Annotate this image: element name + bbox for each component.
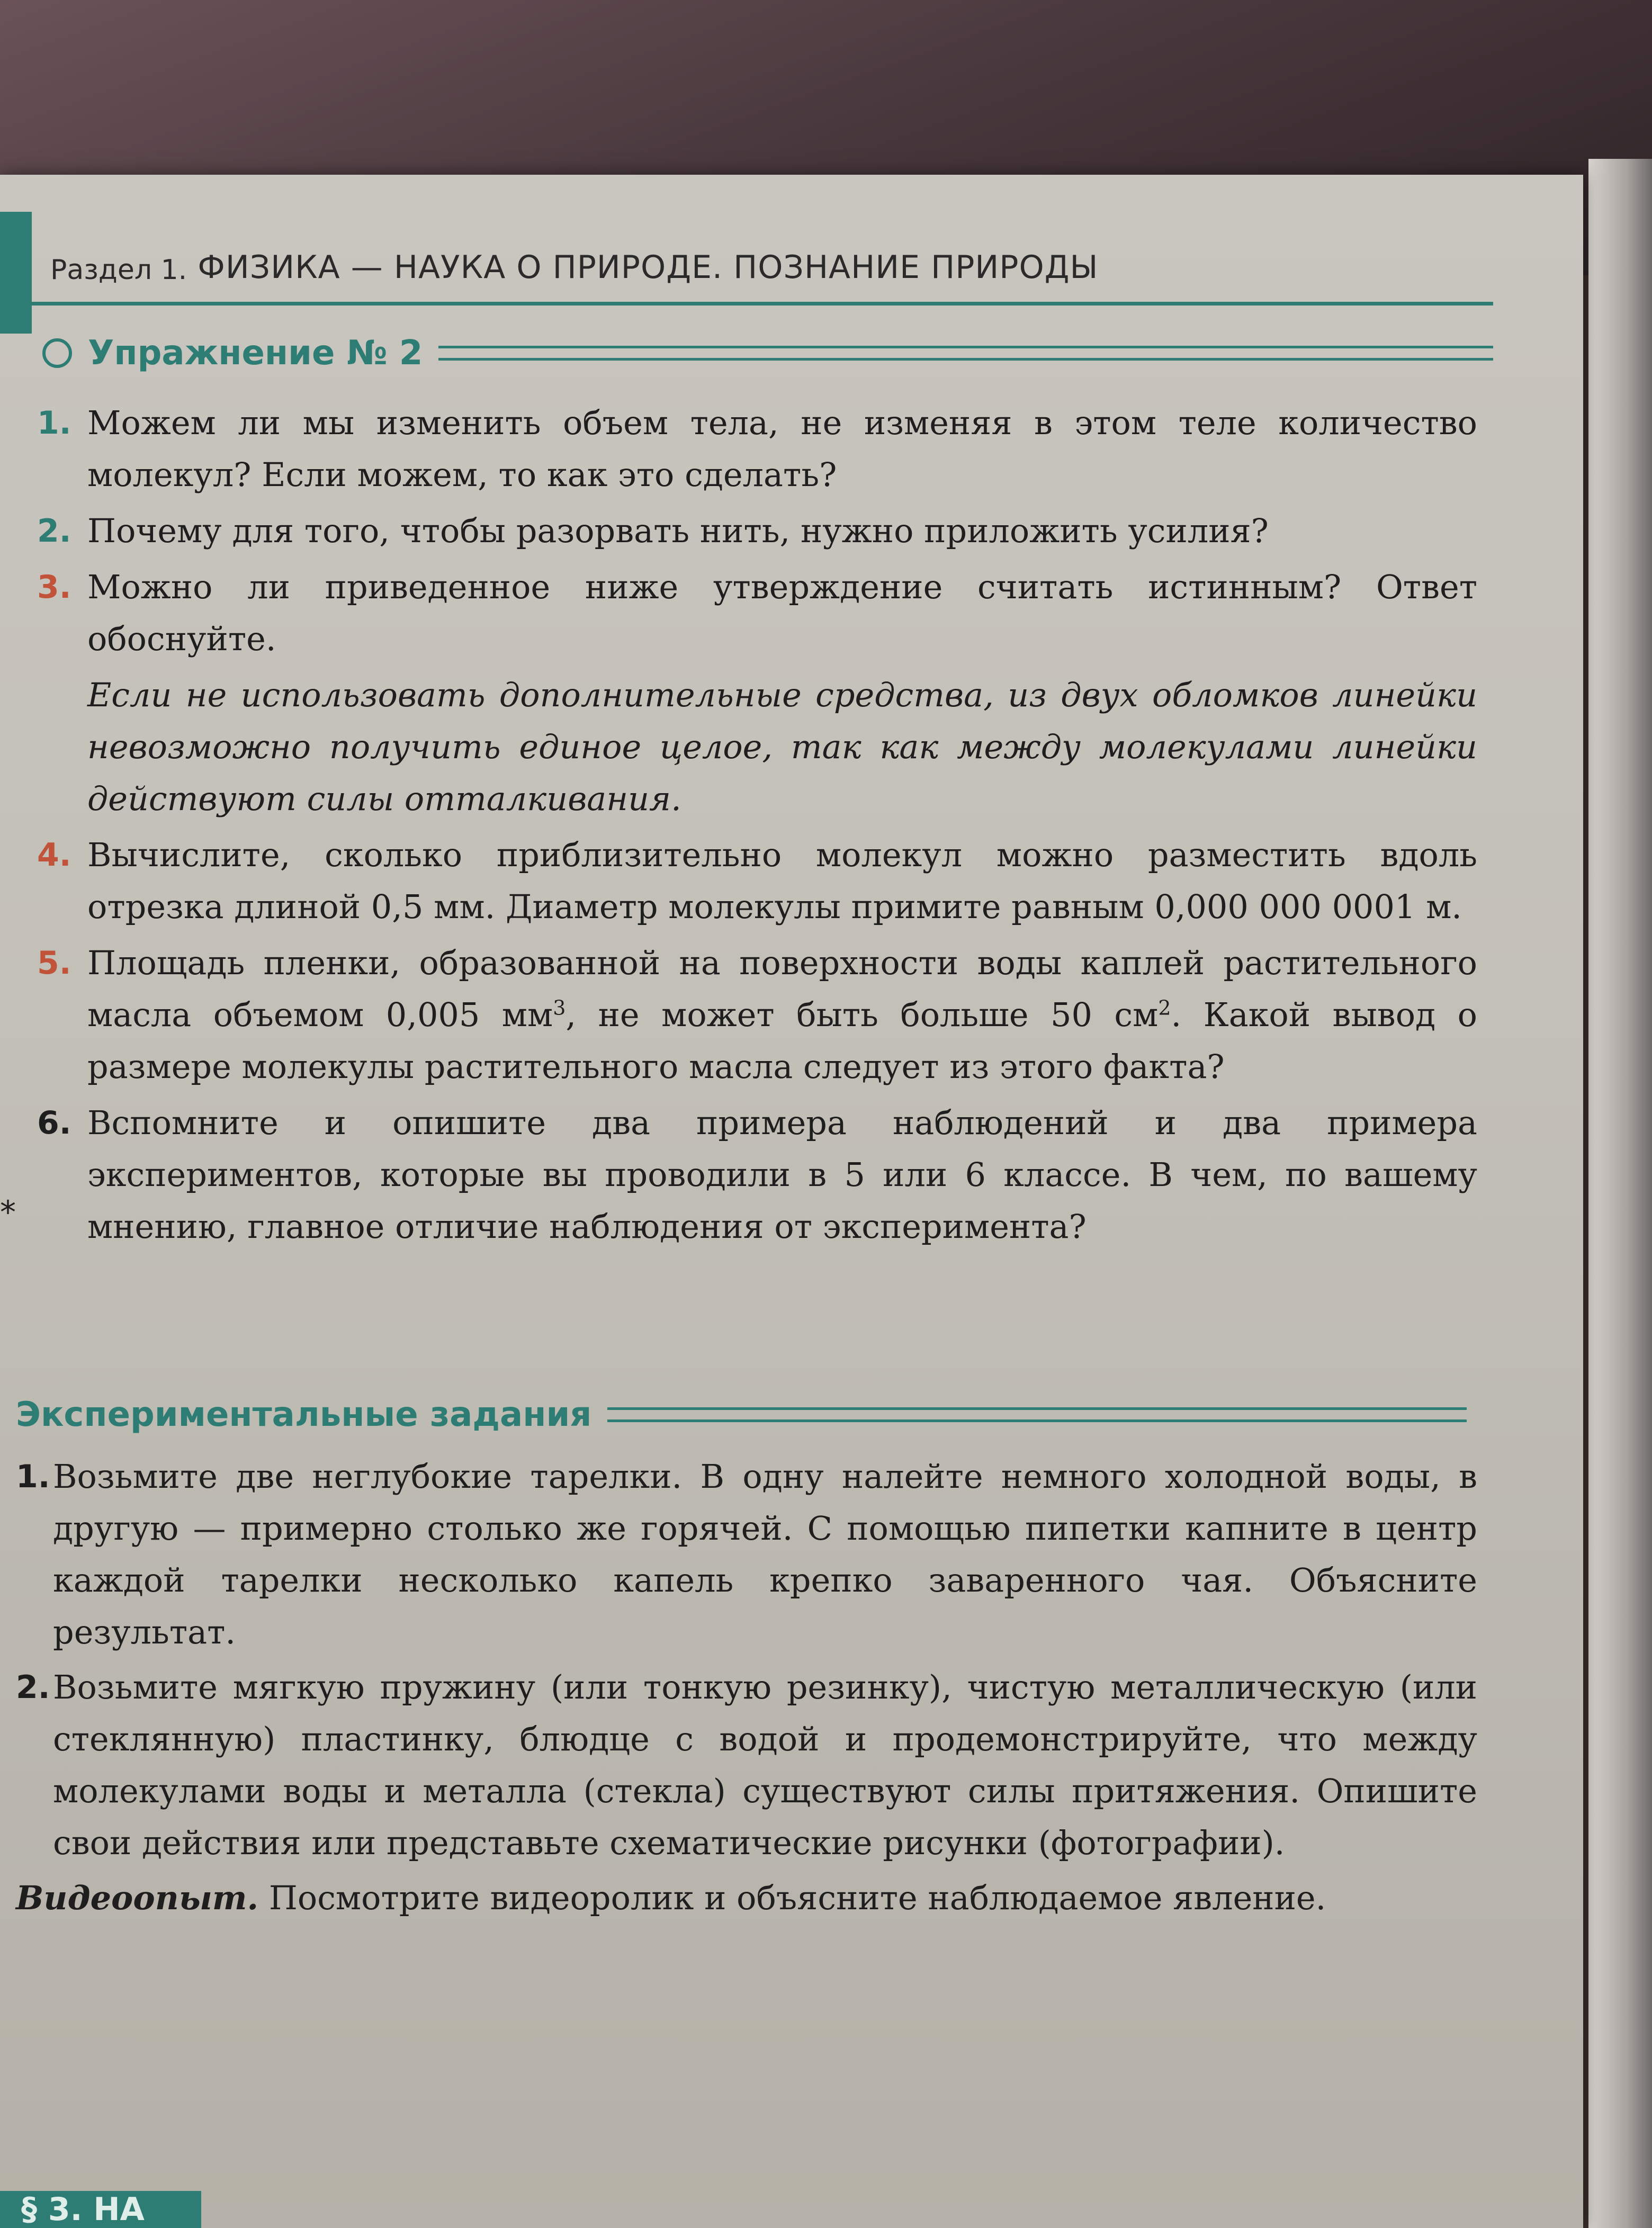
exercise-item-text: Можем ли мы изменить объем тела, не изменяя в этом теле количество молекул? Если можем, то как это сделать? xyxy=(87,403,1477,494)
video-experiment-lead: Видеоопыт. xyxy=(16,1879,259,1917)
exercise-item-text xyxy=(87,937,1477,1093)
exercise-heading-text: Упражнение № 2 xyxy=(88,334,423,373)
exercise-marker-icon xyxy=(42,338,72,368)
running-head-rule xyxy=(32,302,1493,306)
difficulty-star-icon: * xyxy=(0,1194,16,1231)
next-section-tab: § 3. НА xyxy=(0,2191,201,2228)
experimental-task-1 xyxy=(16,1451,1477,1658)
exercise-item-number: 6. xyxy=(37,1104,71,1142)
exercise-item-text: Вычислите, сколько приблизительно молекул можно разместить вдоль отрезка длиной 0,5 мм. Диаметр молекулы примите равным 0,000 000 0001 м. xyxy=(87,836,1477,926)
experimental-task-2 xyxy=(16,1661,1477,1869)
video-experiment-text: Посмотрите видеоролик и объясните наблюдаемое явление. xyxy=(258,1879,1326,1917)
exercise-item-3-statement: Если не использовать дополнительные средства, из двух обломков линейки невозможно получить единое целое, так как между молекулами линейки действуют силы отталкивания. xyxy=(87,676,1477,818)
experimental-heading xyxy=(16,1395,1467,1434)
experimental-heading-rule xyxy=(607,1407,1467,1422)
exercise-item-text: Можно ли приведенное ниже утверждение считать истинным? Ответ обоснуйте. xyxy=(87,568,1477,658)
exercise-item-text: Вспомните и опишите два примера наблюдений и два примера экспериментов, которые вы проводили в 5 или 6 классе. В чем, по вашему мнению, главное отличие наблюдения от эксперимента? xyxy=(87,1103,1477,1246)
textbook-page xyxy=(0,175,1583,2228)
running-head-section: Раздел 1. xyxy=(50,254,187,286)
exercise-item-5-part-c: . Какой вывод о размере молекулы растительного масла следует из этого факта? xyxy=(87,995,1478,1086)
exercise-item-number: 3. xyxy=(37,569,71,606)
experimental-task-number: 1. xyxy=(16,1458,50,1495)
exercise-item-3 xyxy=(37,561,1477,665)
exercise-item-6 xyxy=(37,1097,1477,1253)
exercise-item-5-part-b: , не может быть больше 50 см xyxy=(565,995,1159,1034)
exercise-heading-rule xyxy=(438,346,1493,361)
experimental-task-text: Возьмите мягкую пружину (или тонкую резинку), чистую металлическую (или стеклянную) пластинку, блюдце с водой и продемонстрируйте, что между молекулами воды и металла (стекла) существуют силы притяжения. Опишите свои действия или представьте схематические рисунки (фотографии). xyxy=(53,1668,1477,1862)
running-head xyxy=(50,249,1501,286)
exercise-item-2 xyxy=(37,505,1477,557)
experimental-task-number: 2. xyxy=(16,1669,50,1706)
exercise-item-1 xyxy=(37,397,1477,501)
exercise-item-text: Почему для того, чтобы разорвать нить, нужно приложить усилия? xyxy=(87,511,1269,550)
exercise-item-5-part-a: Площадь пленки, образованной на поверхности воды каплей растительного масла объемом 0,005 мм xyxy=(87,944,1477,1034)
exercise-item-number: 5. xyxy=(37,945,71,982)
experimental-task-list xyxy=(16,1451,1477,1924)
running-head-title: ФИЗИКА — НАУКА О ПРИРОДЕ. ПОЗНАНИЕ ПРИРОДЫ xyxy=(197,249,1099,286)
exercise-item-5-sup-b: 2 xyxy=(1158,996,1171,1020)
video-experiment xyxy=(16,1872,1477,1924)
background-page-edge xyxy=(1588,159,1652,2228)
exercise-item-number: 1. xyxy=(37,405,71,442)
exercise-item-5 xyxy=(37,937,1477,1093)
exercise-item-5-sup-a: 3 xyxy=(553,996,566,1020)
exercise-item-4 xyxy=(37,829,1477,933)
exercise-heading xyxy=(42,334,1493,373)
experimental-task-text: Возьмите две неглубокие тарелки. В одну налейте немного холодной воды, в другую — примерно столько же горячей. С помощью пипетки капните в центр каждой тарелки несколько капель крепко заваренного чая. Объясните результат. xyxy=(53,1457,1477,1651)
exercise-list xyxy=(37,397,1477,1257)
exercise-item-number: 4. xyxy=(37,837,71,874)
experimental-heading-text: Экспериментальные задания xyxy=(16,1395,592,1434)
exercise-item-number: 2. xyxy=(37,513,71,550)
section-tab xyxy=(0,212,32,334)
